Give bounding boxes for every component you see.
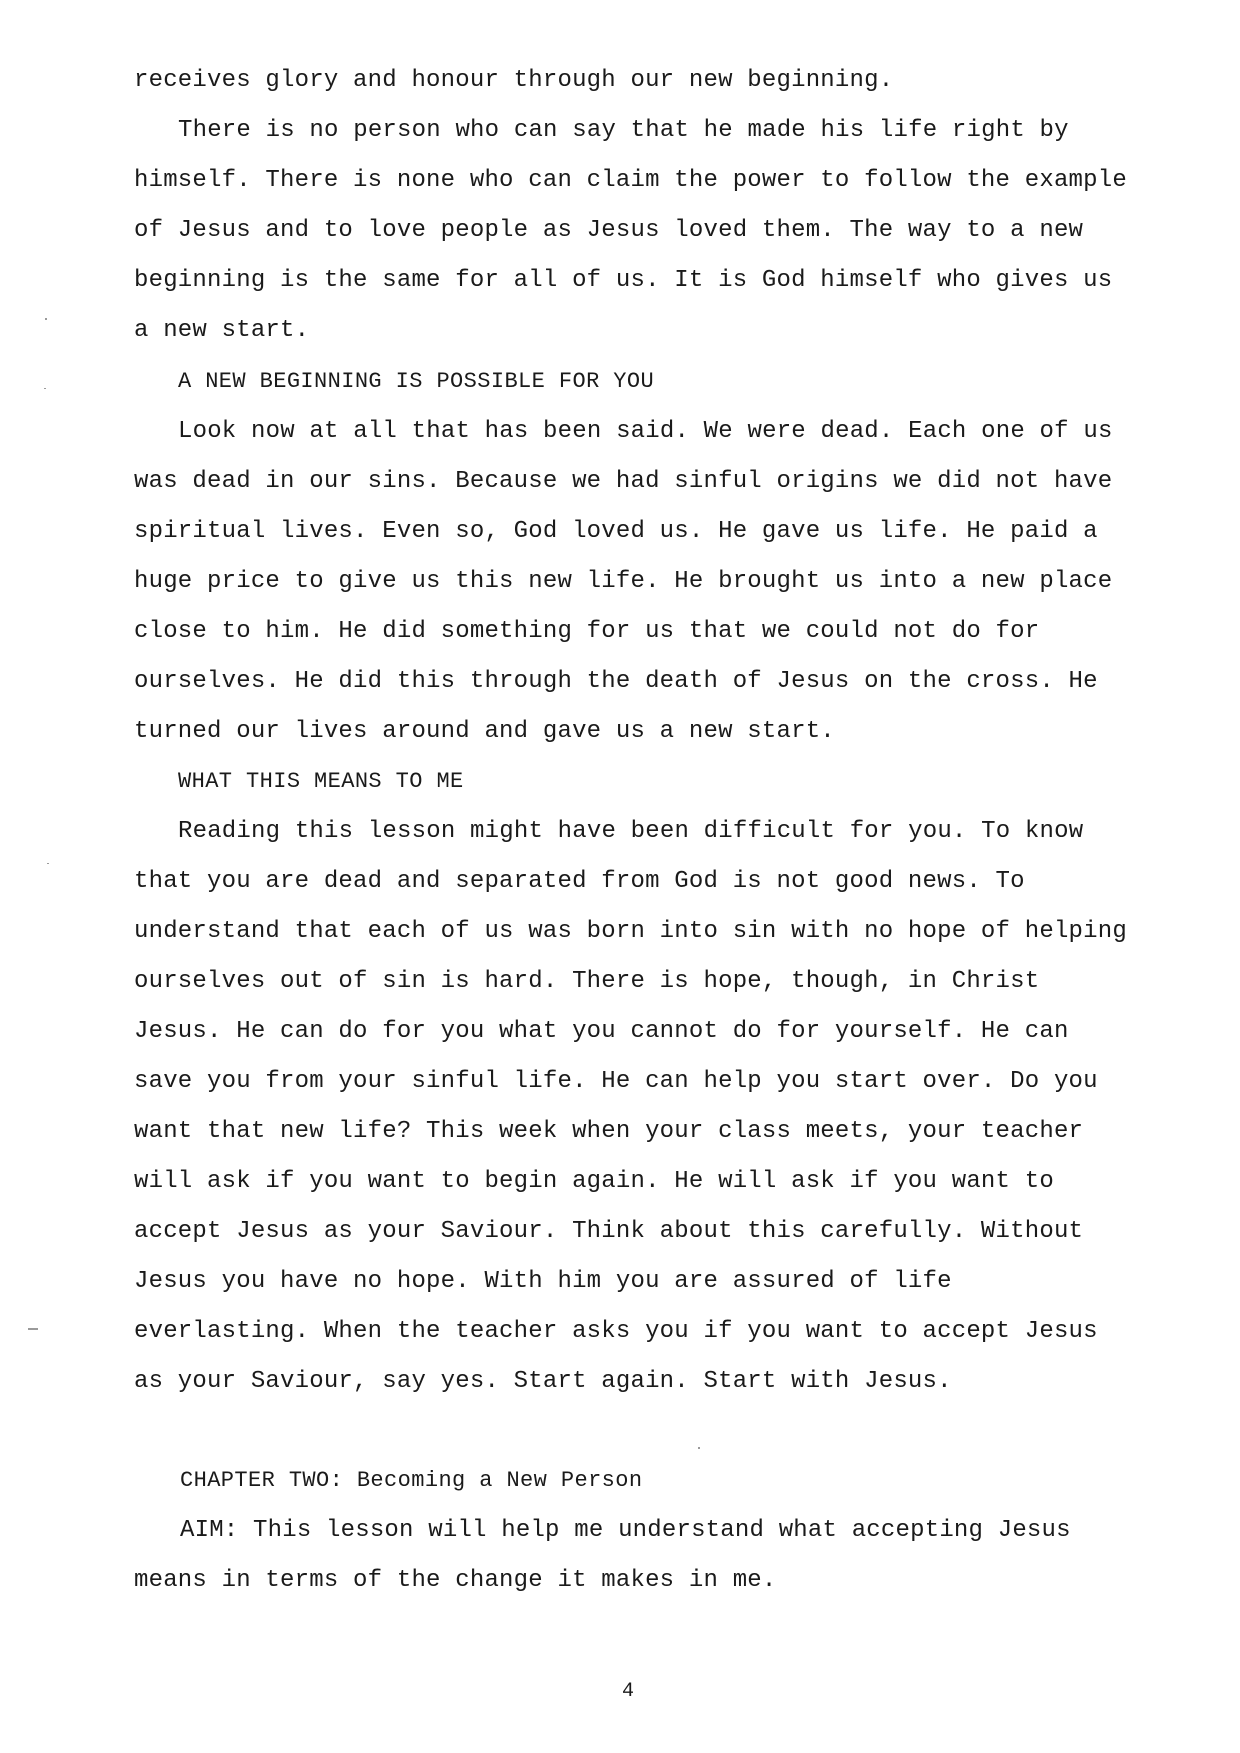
paragraph-line: as your Saviour, say yes. Start again. Start with Jesus. (134, 1368, 952, 1395)
chapter-title: CHAPTER TWO: Becoming a New Person (180, 1468, 643, 1493)
paragraph-line: spiritual lives. Even so, God loved us. He gave us life. He paid a (134, 518, 1098, 545)
page-number: 4 (622, 1680, 635, 1703)
paragraph-line: of Jesus and to love people as Jesus loved them. The way to a new (134, 217, 1084, 244)
scan-speck (44, 388, 46, 389)
paragraph-line: beginning is the same for all of us. It is God himself who gives us (134, 267, 1113, 294)
paragraph-line: was dead in our sins. Because we had sinful origins we did not have (134, 468, 1113, 495)
paragraph-line: that you are dead and separated from God is not good news. To (134, 868, 1025, 895)
paragraph-line: turned our lives around and gave us a new start. (134, 718, 835, 745)
paragraph-line: a new start. (134, 317, 310, 344)
paragraph-line: himself. There is none who can claim the power to follow the example (134, 167, 1127, 194)
paragraph-line: everlasting. When the teacher asks you if you want to accept Jesus (134, 1318, 1098, 1345)
paragraph-line: ourselves out of sin is hard. There is hope, though, in Christ (134, 968, 1040, 995)
paragraph-line: Jesus. He can do for you what you cannot do for yourself. He can (134, 1018, 1069, 1045)
continuation-line: receives glory and honour through our new beginning. (134, 67, 894, 94)
paragraph-line: accept Jesus as your Saviour. Think about this carefully. Without (134, 1218, 1084, 1245)
paragraph-line: ourselves. He did this through the death of Jesus on the cross. He (134, 668, 1098, 695)
paragraph-line: Look now at all that has been said. We were dead. Each one of us (178, 418, 1113, 445)
aim-line: AIM: This lesson will help me understand what accepting Jesus (180, 1517, 1071, 1544)
paragraph-line: want that new life? This week when your class meets, your teacher (134, 1118, 1084, 1145)
section-heading: A NEW BEGINNING IS POSSIBLE FOR YOU (178, 369, 655, 394)
section-heading: WHAT THIS MEANS TO ME (178, 769, 464, 794)
paragraph-line: will ask if you want to begin again. He will ask if you want to (134, 1168, 1054, 1195)
scan-speck (698, 1447, 700, 1449)
paragraph-line: close to him. He did something for us that we could not do for (134, 618, 1040, 645)
scan-speck (47, 863, 49, 864)
aim-line: means in terms of the change it makes in me. (134, 1567, 777, 1594)
paragraph-line: Jesus you have no hope. With him you are assured of life (134, 1268, 952, 1295)
scan-speck (45, 318, 47, 320)
paragraph-line: save you from your sinful life. He can help you start over. Do you (134, 1068, 1098, 1095)
scan-speck (28, 1328, 38, 1330)
paragraph-line: huge price to give us this new life. He brought us into a new place (134, 568, 1113, 595)
paragraph-line: There is no person who can say that he made his life right by (178, 117, 1069, 144)
paragraph-line: Reading this lesson might have been difficult for you. To know (178, 818, 1084, 845)
paragraph-line: understand that each of us was born into sin with no hope of helping (134, 918, 1127, 945)
